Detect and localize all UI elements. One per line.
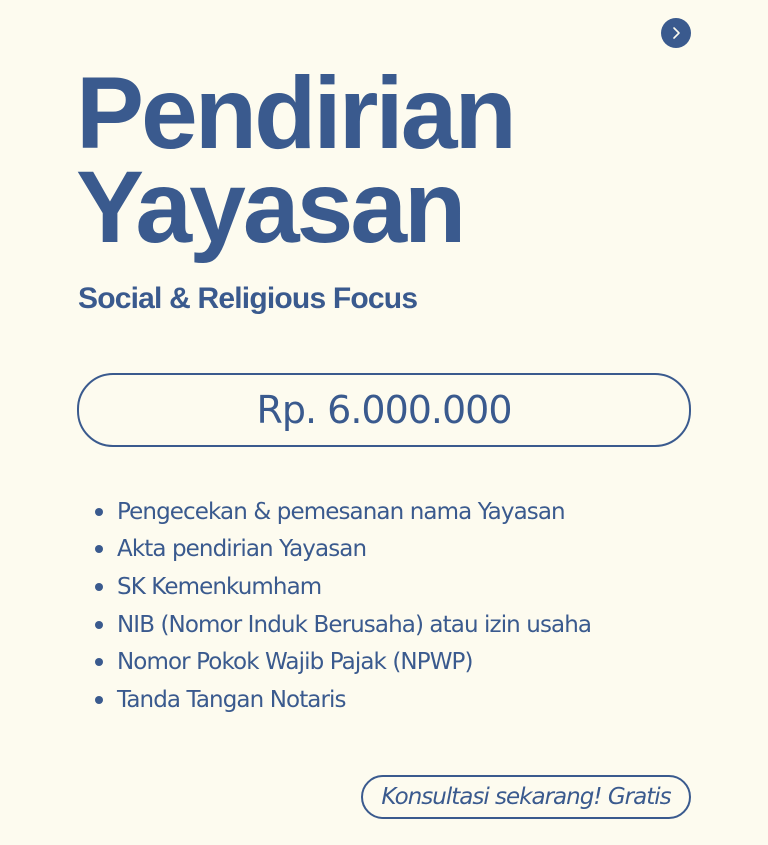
feature-text: Nomor Pokok Wajib Pajak (NPWP) bbox=[117, 649, 473, 676]
list-item bbox=[90, 568, 591, 606]
list-item bbox=[90, 606, 591, 644]
bullet-icon bbox=[95, 621, 103, 629]
price-box bbox=[77, 373, 691, 447]
chevron-right-icon bbox=[670, 26, 682, 40]
bullet-icon bbox=[95, 658, 103, 666]
feature-text: Akta pendirian Yayasan bbox=[117, 536, 367, 563]
consult-button[interactable] bbox=[361, 775, 691, 819]
bullet-icon bbox=[95, 696, 103, 704]
next-button[interactable] bbox=[661, 18, 691, 48]
list-item bbox=[90, 643, 591, 681]
bullet-icon bbox=[95, 508, 103, 516]
feature-text: NIB (Nomor Induk Berusaha) atau izin usaha bbox=[117, 611, 592, 638]
price-label: Rp. 6.000.000 bbox=[256, 388, 512, 432]
feature-text: Tanda Tangan Notaris bbox=[117, 686, 346, 713]
bullet-icon bbox=[95, 545, 103, 553]
feature-list bbox=[90, 493, 591, 719]
feature-text: SK Kemenkumham bbox=[117, 573, 322, 600]
subtitle: Social & Religious Focus bbox=[78, 282, 418, 315]
consult-button-label: Konsultasi sekarang! Gratis bbox=[381, 784, 671, 810]
page-title bbox=[76, 56, 514, 264]
list-item bbox=[90, 531, 591, 569]
feature-text: Pengecekan & pemesanan nama Yayasan bbox=[117, 498, 565, 525]
list-item bbox=[90, 493, 591, 531]
title-line-2: Yayasan bbox=[76, 150, 464, 264]
title-line-1: Pendirian bbox=[76, 56, 514, 170]
bullet-icon bbox=[95, 583, 103, 591]
list-item bbox=[90, 681, 591, 719]
